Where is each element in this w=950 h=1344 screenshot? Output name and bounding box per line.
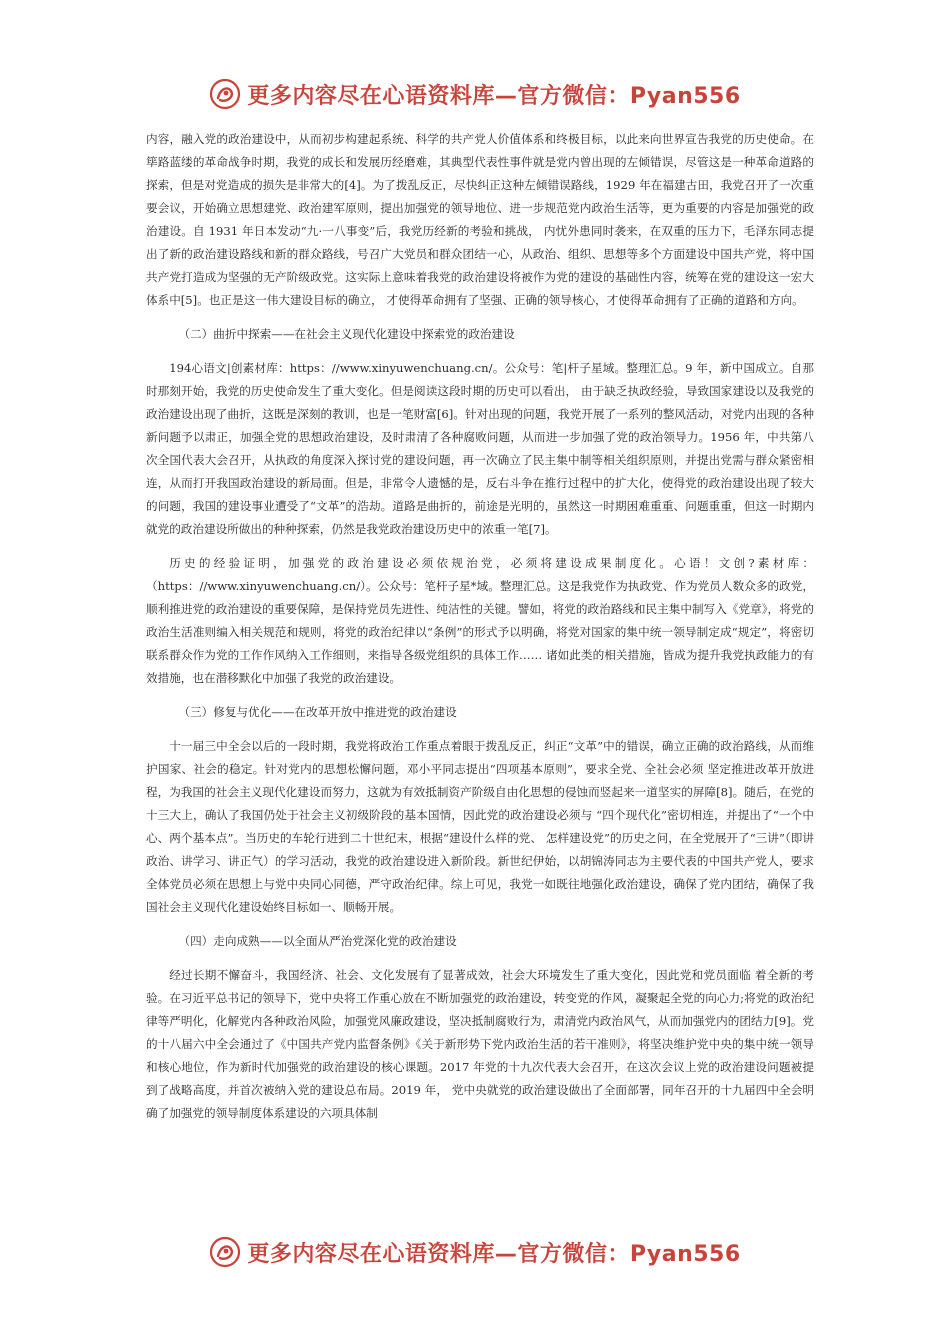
section-heading-4: （四）走向成熟——以全面从严治党深化党的政治建设: [178, 934, 457, 948]
watermark-text: 更多内容尽在心语资料库—官方微信：Pyan556: [247, 1241, 741, 1267]
paragraph-1: 内容，融入党的政治建设中，从而初步构建起系统、科学的共产党人价值体系和终极目标，以此来向世界宣告我党的历史使命。在筚路蓝缕的革命战争时期，我党的成长和发展历经磨难，其典型代表性事件就是党内曾出现的左倾错误，尽管这是一种革命道路的探索，但是对党造成的损失是非常大的[4]。为了拨乱反正，尽快纠正这种左倾错误路线，1929 年在福建古田，我党召开了一次重要会议，开始确立思想建党、政治建军原则，提出加强党的领导地位、进一步规范党内政治生活等，更为重要的内容是加强党的政治建设。自 1931 年日本发动“九·一八事变”后，我党历经新的考验和挑战， 内忧外患同时袭来，在双重的压力下，毛泽东同志提出了新的政治建设路线和新的群众路线，号召广大党员和群众团结一心，从政治、组织、思想等多个方面建设中国共产党，将中国共产党打造成为坚强的无产阶级政党。这实际上意味着我党的政治建设将被作为党的建设的基础性内容，统筹在党的建设这一宏大体系中[5]。也正是这一伟大建设目标的确立， 才使得革命拥有了坚强、正确的领导核心，才使得革命拥有了正确的道路和方向。: [146, 132, 814, 307]
watermark-text: 更多内容尽在心语资料库—官方微信：Pyan556: [247, 83, 741, 109]
header-watermark-banner: [0, 72, 950, 116]
paragraph-5: 经过长期不懈奋斗，我国经济、社会、文化发展有了显著成效，社会大环境发生了重大变化，因此党和党员面临 着全新的考验。在习近平总书记的领导下，党中央将工作重心放在不断加强党的政治建设，转变党的作风，凝聚起全党的向心力;将党的政治纪律等严明化，化解党内各种政治风险，加强党风廉政建设，坚决抵制腐败行为，肃清党内政治风气，从而加强党内的团结力[9]。党的十八届六中全会通过了《中国共产党内监督条例》《关于新形势下党内政治生活的若干准则》，将坚决维护党中央的集中统一领导和核心地位，作为新时代加强党的政治建设的核心课题。2017 年党的十九次代表大会召开，在这次会议上党的政治建设问题被提到了战略高度，并首次被纳入党的建设总布局。2019 年， 党中央就党的政治建设做出了全面部署，同年召开的十九届四中全会明确了加强党的领导制度体系建设的六项具体制: [146, 968, 814, 1120]
document-body: [146, 128, 814, 1136]
section-heading-2: （二）曲折中探索——在社会主义现代化建设中探索党的政治建设: [178, 327, 515, 341]
footer-watermark-banner: [0, 1230, 950, 1274]
paragraph-2: 194心语文|创素材库：https：//www.xinyuwenchuang.cn/。公众号：笔|杆子星域。整理汇总。9 年，新中国成立。自那时那刻开始，我党的历史使命发生了重大变化。但是阅读这段时期的历史可以看出， 由于缺乏执政经验，导致国家建设以及我党的政治建设出现了曲折，这既是深刻的教训，也是一笔财富[6]。针对出现的问题，我党开展了一系列的整风活动，对党内出现的各种新问题予以肃正，加强全党的思想政治建设，及时肃清了各种腐败问题，从而进一步加强了党的政治领导力。1956 年，中共第八次全国代表大会召开，从执政的角度深入探讨党的建设问题，再一次确立了民主集中制等相关组织原则，并提出党需与群众紧密相连，从而打开我国政治建设的新局面。但是，非常令人遗憾的是，反右斗争在推行过程中的扩大化，使得党的政治建设出现了较大的问题，我国的建设事业遭受了“文革”的浩劫。道路是曲折的，前途是光明的，虽然这一时期困难重重、问题重重，但这一时期内就党的政治建设所做出的种种探索，仍然是我党政治建设历史中的浓重一笔[7]。: [146, 361, 814, 536]
logo-icon: [209, 78, 241, 110]
paragraph-4: 十一届三中全会以后的一段时期，我党将政治工作重点着眼于拨乱反正，纠正“文革”中的错误，确立正确的政治路线，从而维护国家、社会的稳定。针对党内的思想松懈问题，邓小平同志提出“四项基本原则”，要求全党、全社会必须 坚定推进改革开放进程，为我国的社会主义现代化建设而努力，这就为有效抵制资产阶级自由化思想的侵蚀而竖起来一道坚实的屏障[8]。随后，在党的十三大上，确认了我国仍处于社会主义初级阶段的基本国情，因此党的政治建设必须与 “四个现代化”密切相连，并提出了“一个中心、两个基本点”。当历史的车轮行进到二十世纪末，根据“建设什么样的党、 怎样建设党”的历史之问，在全党展开了“三讲”（即讲政治、讲学习、讲正气）的学习活动，我党的政治建设进入新阶段。新世纪伊始，以胡锦涛同志为主要代表的中国共产党人，要求全体党员必须在思想上与党中央同心同德，严守政治纪律。综上可见，我党一如既往地强化政治建设，确保了党内团结，确保了我国社会主义现代化建设始终目标如一、顺畅开展。: [146, 739, 814, 914]
section-heading-3: （三）修复与优化——在改革开放中推进党的政治建设: [178, 705, 457, 719]
paragraph-3: 历史的经验证明，加强党的政治建设必须依规治党，必须将建设成果制度化。心语！文创?素材库：（https：//www.xinyuwenchuang.cn/）。公众号：笔杆子星*域。整理汇总。这是我党作为执政党、作为党员人数众多的政党，顺利推进党的政治建设的重要保障，是保持党员先进性、纯洁性的关键。譬如，将党的政治路线和民主集中制写入《党章》，将党的政治生活准则编入相关规范和规则，将党的政治纪律以“条例”的形式予以明确，将党对国家的集中统一领导制定成“规定”，将密切联系群众作为党的工作作风纳入工作细则，来指导各级党组织的具体工作…… 诸如此类的相关措施，皆成为提升我党执政能力的有效措施，也在潜移默化中加强了我党的政治建设。: [146, 556, 814, 685]
logo-icon: [209, 1236, 241, 1268]
